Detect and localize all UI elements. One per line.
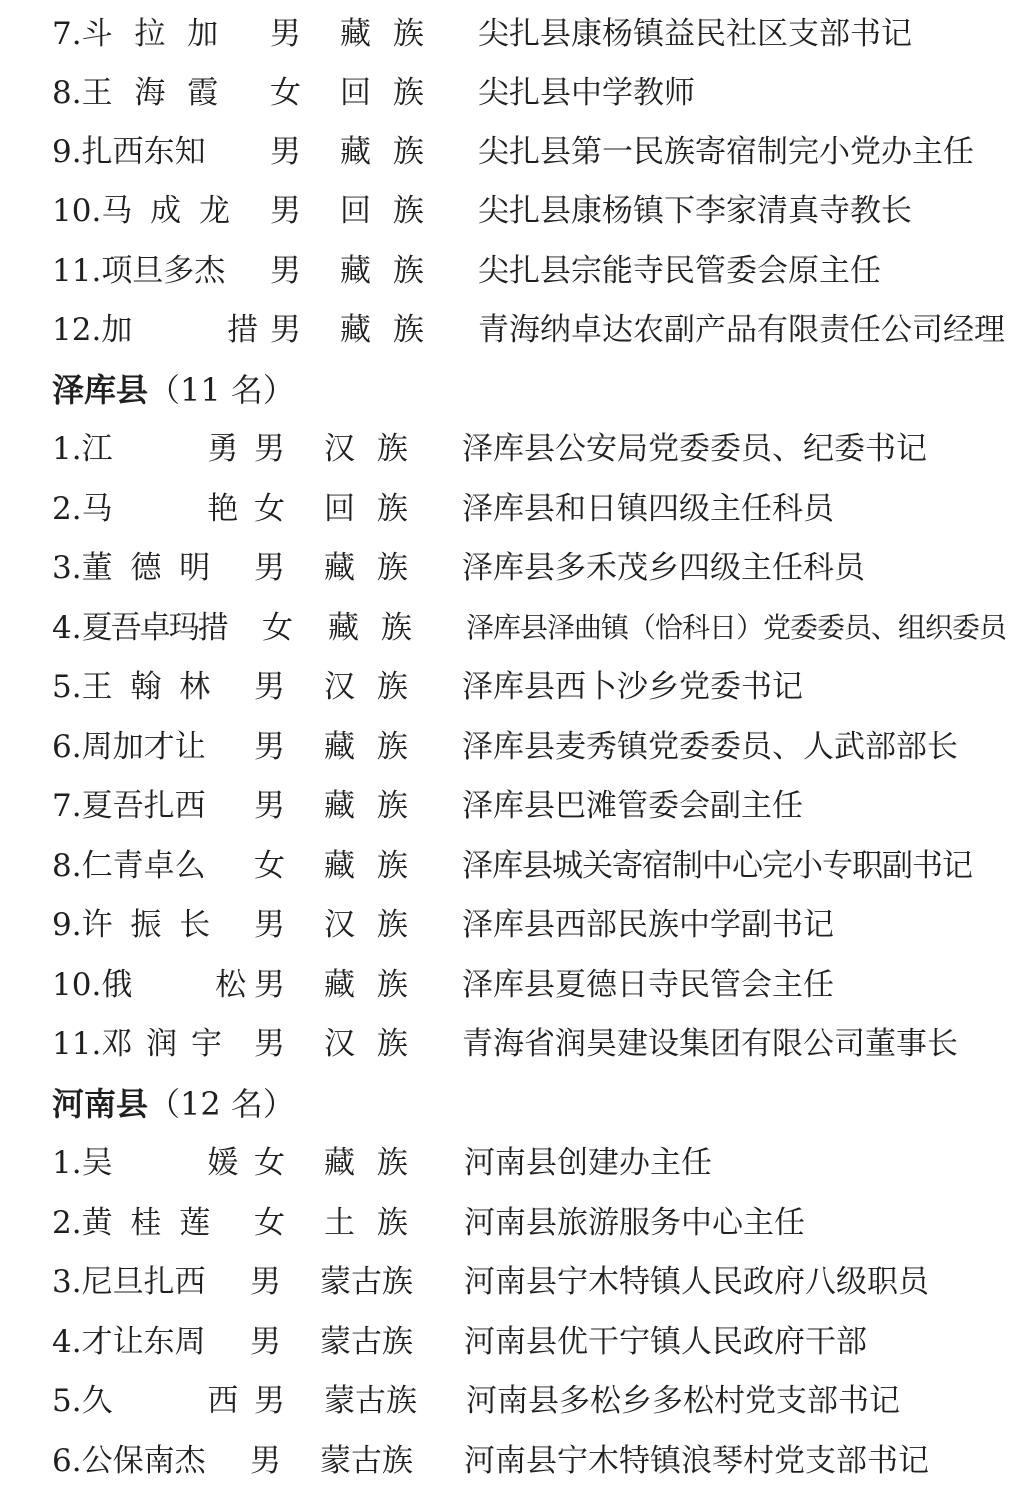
entry-gender: 男 [254,550,285,586]
entry-ethnicity: 藏 族 [340,16,430,52]
list-item [0,1314,1028,1370]
entry-ethnicity: 藏 族 [324,1145,414,1181]
entry-title: 泽库县城关寄宿制中心完小专职副书记 [462,848,972,884]
entry-title: 泽库县麦秀镇党委委员、人武部部长 [462,729,958,765]
entry-ethnicity: 藏 族 [324,788,414,824]
entry-gender: 男 [254,431,285,467]
entry-title: 泽库县和日镇四级主任科员 [462,491,834,527]
entry-gender: 男 [270,253,301,289]
entry-gender: 男 [254,967,285,1003]
entry-gender: 女 [262,610,293,646]
entry-number-name: 1.江 勇 [52,431,257,467]
entry-gender: 男 [250,1324,281,1360]
list-item [0,1254,1028,1310]
list-item [0,421,1028,477]
entry-gender: 男 [254,907,285,943]
entry-gender: 男 [254,729,285,765]
entry-ethnicity: 蒙古族 [320,1443,413,1479]
entry-gender: 男 [250,1264,281,1300]
list-item [0,302,1028,358]
section-heading-henan [52,1076,295,1132]
list-item [0,1135,1028,1191]
entry-gender: 女 [270,75,301,111]
entry-number-name: 3.董 德 明 [52,550,215,586]
entry-gender: 男 [270,312,301,348]
section-heading-count: （11 名） [148,371,295,409]
entry-gender: 男 [250,1443,281,1479]
entry-title: 尖扎县中学教师 [478,75,695,111]
entry-number-name: 11.项旦多杰 [52,253,226,289]
entry-number-name: 4.才让东周 [52,1324,206,1360]
entry-number-name: 6.周加才让 [52,729,206,765]
entry-title: 尖扎县宗能寺民管委会原主任 [478,253,881,289]
entry-number-name: 5.久 西 [52,1383,257,1419]
entry-number-name: 4.夏吾卓玛措 [52,610,227,646]
list-item [0,243,1028,299]
list-item [0,1433,1028,1489]
entry-title: 青海省润昊建设集团有限公司董事长 [462,1026,958,1062]
list-item [0,1373,1028,1429]
entry-gender: 女 [254,491,285,527]
entry-ethnicity: 藏 族 [324,729,414,765]
entry-number-name: 8.王 海 霞 [52,75,225,111]
entry-ethnicity: 蒙古族 [324,1383,417,1419]
entry-ethnicity: 回 族 [340,75,430,111]
entry-ethnicity: 藏 族 [324,550,414,586]
list-item [0,957,1028,1013]
entry-ethnicity: 汉 族 [324,1026,414,1062]
entry-number-name: 7.斗 拉 加 [52,16,225,52]
list-item [0,65,1028,121]
entry-gender: 男 [270,16,301,52]
entry-title: 河南县旅游服务中心主任 [464,1205,805,1241]
section-heading-name: 河南县 [52,1085,149,1123]
entry-number-name: 11.邓 润 宇 [52,1026,225,1062]
entry-number-name: 6.公保南杰 [52,1443,206,1479]
entry-number-name: 9.许 振 长 [52,907,215,943]
entry-title: 河南县多松乡多松村党支部书记 [466,1383,900,1419]
entry-ethnicity: 回 族 [324,491,414,527]
entry-ethnicity: 藏 族 [328,610,418,646]
entry-title: 青海纳卓达农副产品有限责任公司经理 [478,312,1005,348]
entry-ethnicity: 藏 族 [340,312,430,348]
list-item [0,183,1028,239]
entry-gender: 女 [254,1205,285,1241]
entry-number-name: 2.马 艳 [52,491,257,527]
entry-title: 尖扎县康杨镇下李家清真寺教长 [478,193,912,229]
entry-ethnicity: 汉 族 [324,907,414,943]
list-item [0,481,1028,537]
entry-number-name: 7.夏吾扎西 [52,788,206,824]
entry-ethnicity: 蒙古族 [320,1324,413,1360]
list-item [0,540,1028,596]
list-item [0,838,1028,894]
section-heading-count: （12 名） [148,1085,295,1123]
entry-number-name: 8.仁青卓么 [52,848,206,884]
entry-title: 泽库县泽曲镇（恰科日）党委委员、组织委员 [466,611,1007,644]
list-item [0,6,1028,62]
entry-gender: 男 [270,134,301,170]
entry-ethnicity: 汉 族 [324,669,414,705]
entry-ethnicity: 回 族 [340,193,430,229]
entry-title: 泽库县夏德日寺民管会主任 [462,967,834,1003]
list-item [0,659,1028,715]
entry-gender: 女 [254,1145,285,1181]
section-heading-name: 泽库县 [52,371,149,409]
entry-number-name: 10.俄 松 [52,967,261,1003]
entry-gender: 男 [254,788,285,824]
list-item [0,719,1028,775]
entry-ethnicity: 汉 族 [324,431,414,467]
list-item [0,1195,1028,1251]
entry-gender: 女 [254,848,285,884]
entry-number-name: 12.加 措 [52,312,277,348]
entry-title: 尖扎县康杨镇益民社区支部书记 [478,16,912,52]
entry-gender: 男 [254,1383,285,1419]
entry-title: 河南县宁木特镇人民政府八级职员 [464,1264,929,1300]
entry-title: 河南县优干宁镇人民政府干部 [464,1324,867,1360]
entry-ethnicity: 藏 族 [340,253,430,289]
entry-ethnicity: 藏 族 [324,848,414,884]
entry-gender: 男 [254,1026,285,1062]
entry-title: 泽库县西卜沙乡党委书记 [462,669,803,705]
entry-number-name: 2.黄 桂 莲 [52,1205,215,1241]
entry-title: 河南县创建办主任 [464,1145,712,1181]
entry-title: 河南县宁木特镇浪琴村党支部书记 [464,1443,929,1479]
entry-number-name: 3.尼旦扎西 [52,1264,206,1300]
entry-gender: 男 [254,669,285,705]
entry-ethnicity: 蒙古族 [320,1264,413,1300]
entry-title: 泽库县公安局党委委员、纪委书记 [462,431,927,467]
entry-title: 泽库县多禾茂乡四级主任科员 [462,550,865,586]
section-heading-zeku [52,362,295,418]
list-item [0,778,1028,834]
list-item [0,1016,1028,1072]
entry-ethnicity: 藏 族 [324,967,414,1003]
entry-title: 泽库县巴滩管委会副主任 [462,788,803,824]
entry-ethnicity: 土 族 [324,1205,414,1241]
list-item [0,897,1028,953]
entry-number-name: 10.马 成 龙 [52,193,235,229]
entry-title: 尖扎县第一民族寄宿制完小党办主任 [478,134,974,170]
entry-gender: 男 [270,193,301,229]
list-item [0,600,1028,656]
entry-number-name: 5.王 翰 林 [52,669,215,705]
entry-number-name: 9.扎西东知 [52,134,206,170]
entry-ethnicity: 藏 族 [340,134,430,170]
entry-title: 泽库县西部民族中学副书记 [462,907,834,943]
list-item [0,124,1028,180]
entry-number-name: 1.吴 媛 [52,1145,257,1181]
